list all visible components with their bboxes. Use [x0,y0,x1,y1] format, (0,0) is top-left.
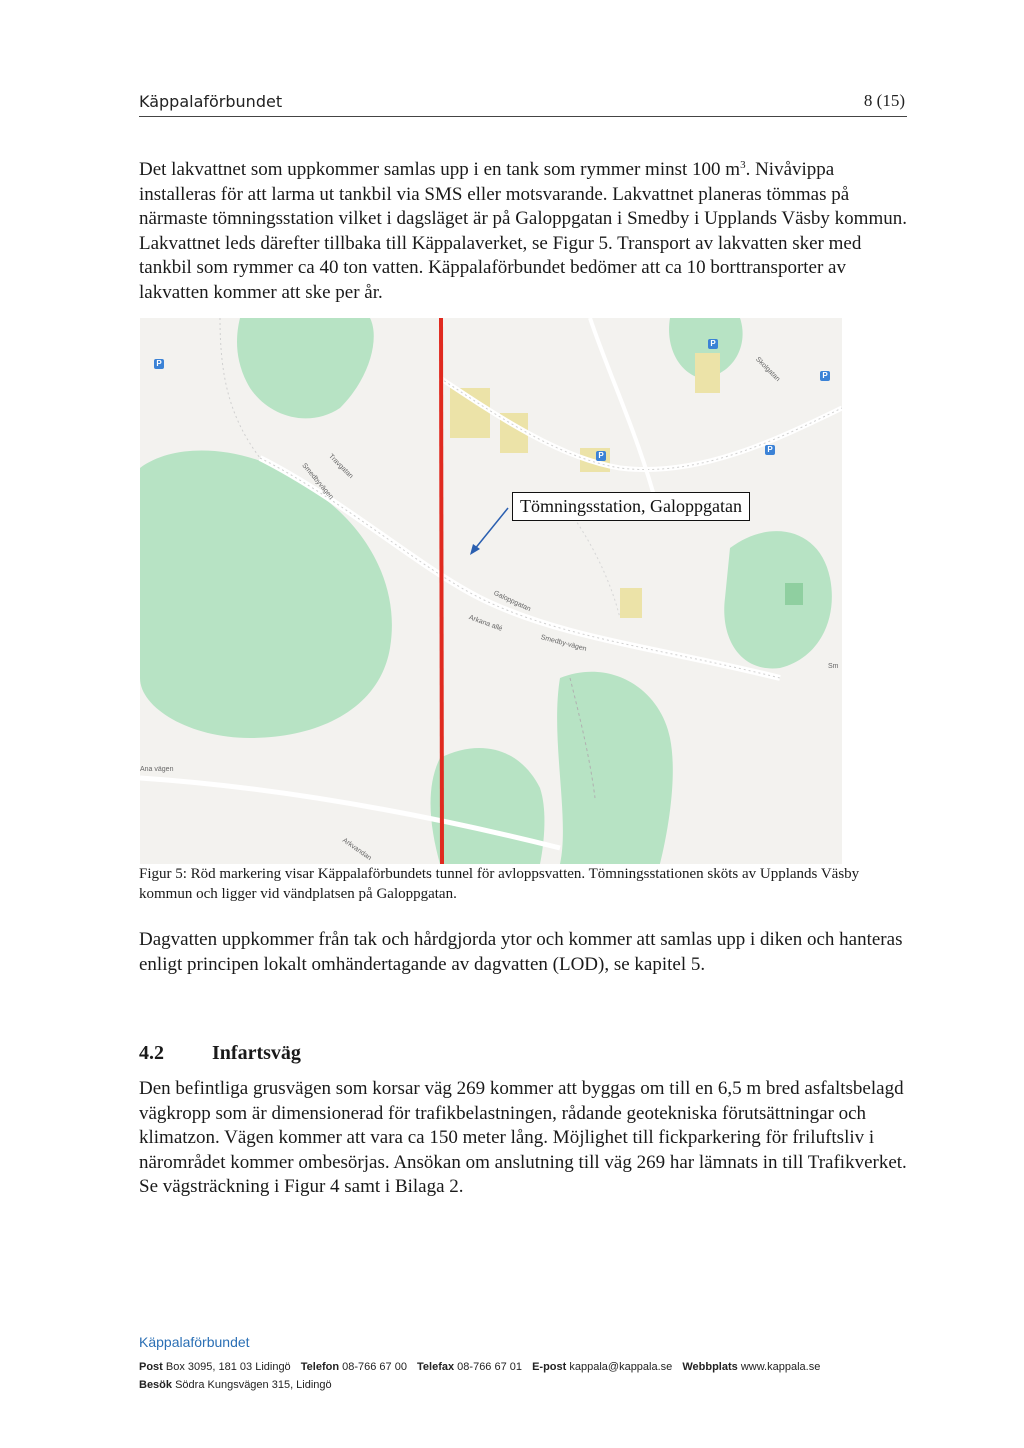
page-number: 8 (15) [863,91,905,110]
building [695,353,720,393]
station-label: Tömningsstation, Galoppgatan [512,492,750,521]
street-line [590,318,660,518]
parking-marker: P [820,371,830,381]
footer-post: Box 3095, 181 03 Lidingö [165,1361,291,1373]
street-label: Galoppgatan [492,589,532,614]
map-graphic [140,318,842,864]
building [620,588,642,618]
park-area-south-east [557,672,673,864]
footer-email: kappala@kappala.se [569,1361,673,1373]
footer-web: www.kappala.se [740,1361,821,1373]
section-number: 4.2 [139,1042,164,1064]
section-title: Infartsväg [212,1042,301,1064]
street-label: Arkana allé [467,614,504,633]
footer-web-label: Webbplats [682,1361,738,1373]
station-arrow-head [470,544,480,555]
footer-tel: 08-766 67 00 [342,1361,407,1373]
section-heading [139,1042,301,1065]
park-area-west [140,451,392,738]
tunnel-red-line [441,318,442,864]
footer-org-name: Käppalaförbundet [139,1334,250,1350]
station-arrow [474,508,508,550]
parking-marker: P [596,451,606,461]
figure-caption: Figur 5: Röd markering visar Käppalaförbundets tunnel för avloppsvatten. Tömningsstationen sköts av Upplands Väsby kommun och ligger vid vändplatsen på Galoppgatan. [139,866,860,902]
cubic-superscript: 3 [740,159,746,171]
sports-field [785,583,803,605]
page-header [139,86,907,117]
footer-visit: Södra Kungsvägen 315, Lidingö [175,1379,332,1391]
parking-marker: P [154,359,164,369]
paragraph-leachate-text-b: . Nivåvippa installeras för att larma ut tankbil via SMS eller motsvarande. Lakvattnet planeras tömmas på närmaste tömningsstation vilket i dagsläget är på Galoppgatan i Smedby i Upplands Väsby kommun. Lakvattnet leds därefter tillbaka till Käppalaverket, se Figur 5. Transport av lakvatten sker med tankbil som rymmer ca 40 ton vatten. Käppalaförbundet bedömer att ca 10 borttransporter av lakvatten kommer att ske per år. [139,159,907,303]
street-label: Travgatan [327,452,355,481]
footer-visit-line [139,1379,332,1391]
paragraph-stormwater: Dagvatten uppkommer från tak och hårdgjorda ytor och kommer att samlas upp i diken och hanteras enligt principen lokalt omhändertagande av dagvatten (LOD), se kapitel 5. [139,929,903,975]
figure-5-map [140,318,842,864]
footer-post-label: Post [139,1361,163,1373]
footer-tel-label: Telefon [300,1361,340,1373]
street-label: Skolgatan [754,356,782,383]
paragraph-leachate [139,158,909,305]
street-label: Ana vägen [140,766,174,773]
park-area-east [724,531,832,668]
street-label: Arkvandan [341,837,373,862]
street-label: Smedbyvägen [300,462,335,501]
footer-email-label: E-post [532,1361,567,1373]
parking-marker: P [765,445,775,455]
footer-fax-label: Telefax [417,1361,455,1373]
footer-visit-label: Besök [139,1379,173,1391]
footer-contact-line [139,1361,820,1373]
paragraph-leachate-text-a: Det lakvattnet som uppkommer samlas upp i en tank som rymmer minst 100 m [139,159,741,180]
parking-marker: P [708,339,718,349]
footer-fax: 08-766 67 01 [457,1361,523,1373]
street-label: Sm [828,663,839,670]
park-area-north [237,318,374,418]
street-label: Smedby-vägen [539,634,588,653]
paragraph-access-road: Den befintliga grusvägen som korsar väg 269 kommer att byggas om till en 6,5 m bred asfaltsbelagd vägkropp som är dimensionerad för trafikbelastningen, rådande geotekniska förutsättningar och klimatzon. Vägen kommer att vara ca 150 meter lång. Möjlighet till fickparkering för friluftsliv i närområdet kommer ombesörjas. Ansökan om anslutning till väg 269 har lämnats in till Trafikverket. Se vägsträckning i Figur 4 samt i Bilaga 2. [139,1078,907,1197]
header-org-name: Käppalaförbundet [139,92,283,111]
park-area-south [431,748,545,864]
